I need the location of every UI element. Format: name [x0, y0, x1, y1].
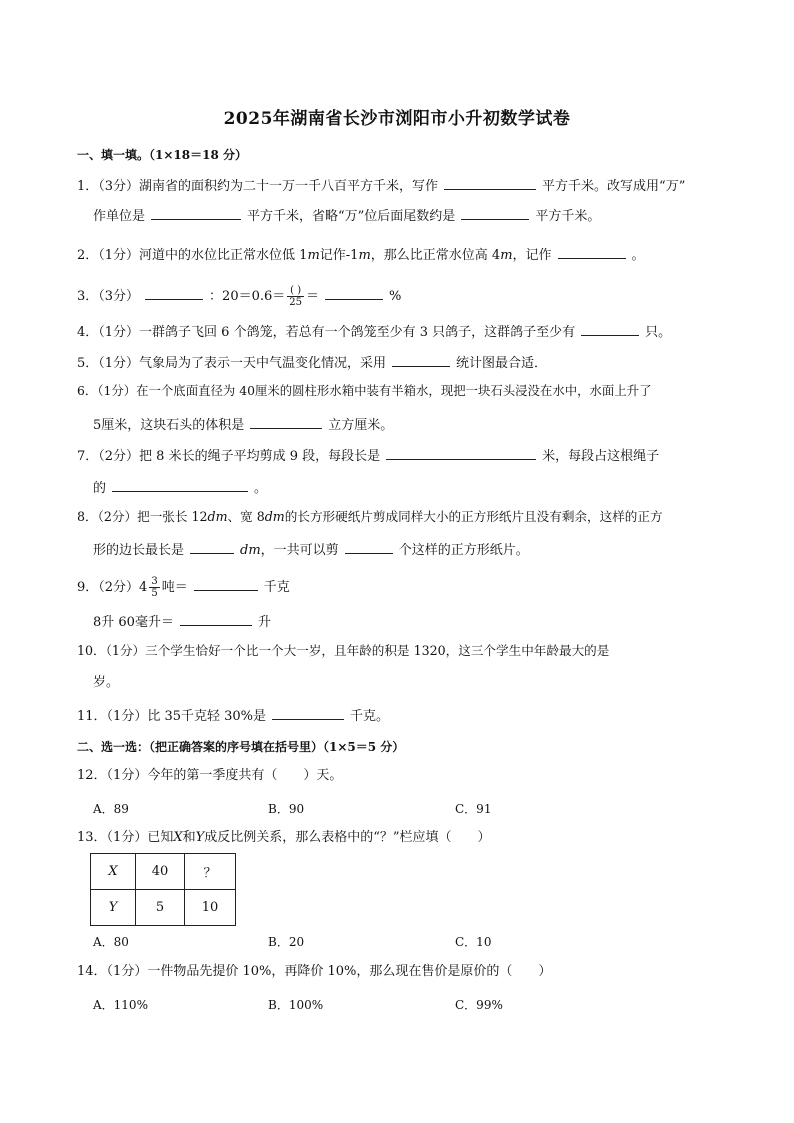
- option-a[interactable]: A．80: [93, 935, 129, 949]
- question-9-line-1: [77, 576, 290, 599]
- answer-blank[interactable]: [461, 206, 529, 220]
- unit-text: dm: [264, 509, 285, 524]
- answer-blank[interactable]: [392, 353, 450, 367]
- question-12: 12．（1分）今年的第一季度共有（ ）天。: [77, 768, 343, 783]
- question-9-text: 升: [257, 615, 271, 630]
- answer-blank[interactable]: [386, 446, 536, 460]
- fraction-numerator[interactable]: ( ): [287, 285, 304, 297]
- table-cell: ？: [185, 854, 236, 890]
- question-3-text: %: [389, 289, 402, 304]
- question-9-text: 8升 60毫升＝: [93, 615, 174, 630]
- unit-text: m: [358, 248, 371, 263]
- fraction-denominator: 25: [289, 297, 302, 308]
- question-8-text: 的长方形硬纸片剪成同样大小的正方形纸片且没有剩余，这样的正方: [284, 509, 663, 524]
- answer-blank[interactable]: [112, 478, 248, 492]
- question-7-text: 的: [93, 481, 107, 496]
- question-8-text: 形的边长最长是: [93, 543, 185, 558]
- question-8-text: 个这样的正方形纸片。: [398, 543, 529, 558]
- variable-x: X: [173, 830, 183, 845]
- question-7-text: 米，每段占这根绳子: [542, 449, 660, 464]
- question-9-text: 吨＝: [161, 580, 188, 595]
- question-14: 14．（1分）一件物品先提价 10%，再降价 10%，那么现在售价是原价的（ ）: [77, 964, 552, 979]
- question-1-line-2: [93, 206, 600, 225]
- table-cell: Y: [91, 890, 136, 926]
- question-2-text: 。: [631, 248, 645, 263]
- proportion-table: [90, 853, 236, 926]
- answer-blank[interactable]: [325, 286, 383, 300]
- question-13-text: 成反比例关系，那么表格中的“？”栏应填（ ）: [204, 830, 491, 845]
- question-13: [77, 830, 491, 846]
- option-c[interactable]: C．91: [455, 802, 492, 816]
- section-2-heading: 二、选一选：（把正确答案的序号填在括号里）（1×5＝5 分）: [77, 740, 405, 754]
- fraction-denominator: 5: [151, 588, 158, 599]
- question-8-line-1: [77, 509, 663, 525]
- question-5: [77, 353, 547, 372]
- table-row: [91, 854, 236, 890]
- question-1-line-1: [77, 176, 685, 195]
- unit-text: m: [307, 248, 320, 263]
- question-9-line-2: [93, 612, 271, 631]
- option-b[interactable]: B．20: [268, 935, 305, 949]
- table-cell: 10: [185, 890, 236, 926]
- unit-text: dm: [240, 543, 261, 558]
- section-1-heading: 一、填一填。（1×18＝18 分）: [77, 148, 247, 162]
- question-2-text: 记作-1: [319, 248, 359, 263]
- table-cell: 5: [136, 890, 185, 926]
- question-11-text: 11．（1分）比 35千克轻 30%是: [77, 709, 267, 724]
- question-10-line-1: [77, 643, 609, 659]
- option-c[interactable]: C．10: [455, 935, 492, 949]
- question-13-text: 13．（1分）已知: [77, 830, 174, 845]
- question-2: [77, 245, 645, 264]
- table-cell: X: [91, 854, 136, 890]
- question-8-text: 8．（2分）把一张长 12: [77, 509, 208, 524]
- question-3-text: ＝: [306, 289, 320, 304]
- question-4-text: 只。: [645, 325, 672, 340]
- question-10-text: 10．（1分）三个学生恰好一个比一个大一岁，且年龄的积是 1320，这三个学生中年龄最大的是: [77, 643, 610, 658]
- question-7-text: 7．（2分）把 8 米长的绳子平均剪成 9 段，每段长是: [77, 449, 381, 464]
- answer-blank[interactable]: [444, 176, 536, 190]
- unit-text: dm: [207, 509, 228, 524]
- question-11-text: 千克。: [350, 709, 390, 724]
- fraction: [287, 285, 304, 308]
- question-8-text: ，一共可以剪: [260, 543, 339, 558]
- question-3: [77, 285, 401, 308]
- question-3-text: ：20＝0.6＝: [209, 289, 286, 304]
- option-c[interactable]: C．99%: [455, 998, 503, 1012]
- answer-blank[interactable]: [581, 322, 639, 336]
- question-1-text: 1．（3分）湖南省的面积约为二十一万一千八百平方千米，写作: [77, 179, 439, 194]
- question-10-text: 岁。: [93, 675, 120, 690]
- question-4-text: 4．（1分）一群鸽子飞回 6 个鸽笼，若总有一个鸽笼至少有 3 只鸽子，这群鸽子至少有: [77, 325, 576, 340]
- question-2-text: ，记作: [512, 248, 552, 263]
- question-10-line-2: [93, 675, 119, 691]
- question-5-text: 5．（1分）气象局为了表示一天中气温变化情况，采用: [77, 356, 387, 371]
- unit-text: m: [500, 248, 513, 263]
- question-6-line-2: [93, 415, 393, 434]
- answer-blank[interactable]: [180, 612, 252, 626]
- question-5-text: 统计图最合适．: [456, 356, 548, 371]
- question-1-text: 平方千米。: [535, 209, 601, 224]
- question-9-text: 9．（2分）: [77, 580, 140, 595]
- answer-blank[interactable]: [345, 540, 393, 554]
- question-11: [77, 706, 389, 725]
- option-a[interactable]: A．110%: [93, 998, 148, 1012]
- answer-blank[interactable]: [151, 206, 241, 220]
- question-6-text: 立方厘米。: [328, 418, 394, 433]
- option-a[interactable]: A．89: [93, 802, 129, 816]
- answer-blank[interactable]: [250, 415, 322, 429]
- mixed-number-whole: 4: [139, 580, 148, 595]
- question-7-text: 。: [254, 481, 268, 496]
- question-7-line-1: [77, 446, 659, 465]
- question-2-text: 2．（1分）河道中的水位比正常水位低 1: [77, 248, 308, 263]
- table-cell: 40: [136, 854, 185, 890]
- question-1-text: 平方千米，省略“万”位后面尾数约是: [247, 209, 456, 224]
- question-6-line-1: [77, 383, 651, 399]
- answer-blank[interactable]: [272, 706, 344, 720]
- answer-blank[interactable]: [145, 286, 203, 300]
- question-9-text: 千克: [263, 580, 290, 595]
- answer-blank[interactable]: [194, 577, 258, 591]
- question-1-text: 平方千米。改写成用“万”: [542, 179, 686, 194]
- question-8-text: 、宽 8: [227, 509, 265, 524]
- fraction: [149, 576, 159, 599]
- question-3-text: 3．（3分）: [77, 289, 140, 304]
- answer-blank[interactable]: [558, 245, 626, 259]
- variable-y: Y: [195, 830, 205, 845]
- answer-blank[interactable]: [190, 540, 234, 554]
- fraction-numerator: 3: [151, 576, 158, 587]
- page-title: 2025年湖南省长沙市浏阳市小升初数学试卷: [223, 109, 571, 129]
- question-2-text: ，那么比正常水位高 4: [370, 248, 501, 263]
- question-1-text: 作单位是: [93, 209, 146, 224]
- question-6-text: 5厘米，这块石头的体积是: [93, 418, 245, 433]
- question-8-line-2: [93, 540, 529, 559]
- question-6-text: 6．（1分）在一个底面直径为 40厘米的圆柱形水箱中装有半箱水，现把一块石头浸没在水中，水面上升了: [77, 383, 652, 398]
- question-4: [77, 322, 671, 341]
- table-row: [91, 890, 236, 926]
- question-7-line-2: [93, 478, 267, 497]
- question-13-text: 和: [182, 830, 196, 845]
- option-b[interactable]: B．90: [268, 802, 305, 816]
- option-b[interactable]: B．100%: [268, 998, 324, 1012]
